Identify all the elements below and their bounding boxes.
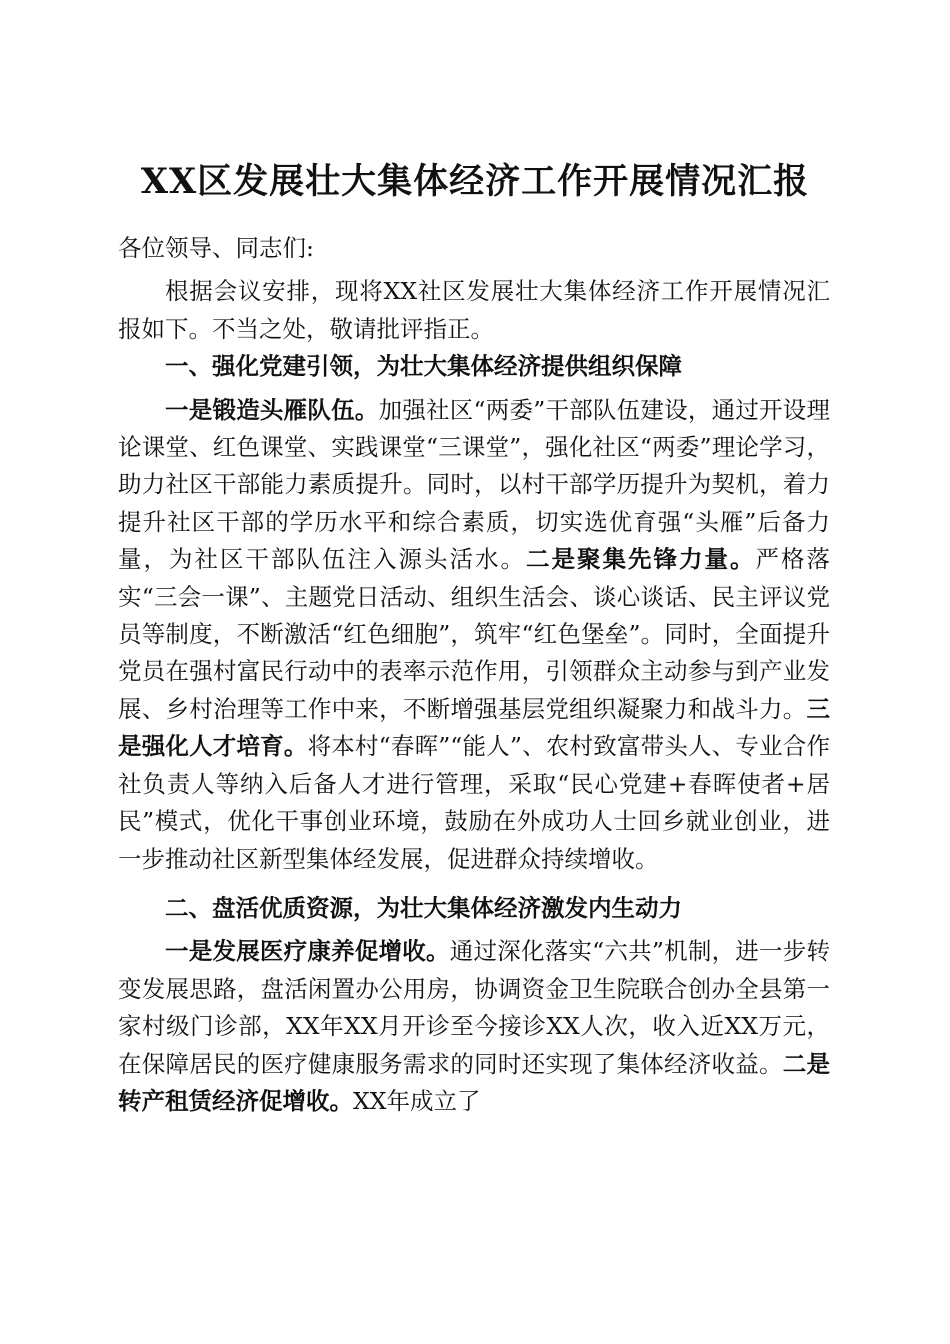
section-2-paragraph — [118, 933, 830, 1120]
intro-paragraph: 根据会议安排，现将XX社区发展壮大集体经济工作开展情况汇报如下。不当之处，敬请批评指正。 — [118, 277, 830, 343]
point-1-text: 加强社区“两委”干部队伍建设，通过开设理论课堂、红色课堂、实践课堂“三课堂”，强化社区“两委”理论学习，助力社区干部能力素质提升。同时，以村干部学历提升为契机，着力提升社区干部的学历水平和综合素质，切实选优育强“头雁”后备力量，为社区干部队伍注入源头活水。 — [118, 395, 831, 574]
section-1-paragraph — [118, 392, 830, 878]
point-1-lead: 一是锻造头雁队伍。 — [165, 395, 379, 424]
section-1-heading: 一、强化党建引领，为壮大集体经济提供组织保障 — [165, 352, 682, 381]
section-2-point-2-lead: 二是转产租赁经济促增收。 — [118, 1049, 831, 1115]
section-2-point-2-text: XX年成立了 — [353, 1086, 481, 1115]
salutation: 各位领导、同志们: — [118, 234, 314, 262]
point-2-lead: 二是聚集先锋力量。 — [526, 545, 756, 574]
point-2-text: 严格落实“三会一课”、主题党日活动、组织生活会、谈心谈话、民主评议党员等制度，不断激活“红色细胞”，筑牢“红色堡垒”。同时，全面提升党员在强村富民行动中的表率示范作用，引领群众主动参与到产业发展、乡村治理等工作中来，不断增强基层党组织凝聚力和战斗力。 — [118, 545, 830, 723]
section-2-heading: 二、盘活优质资源，为壮大集体经济激发内生动力 — [165, 893, 682, 922]
document-body — [118, 230, 830, 1120]
point-3-text: 将本村“春晖”“能人”、农村致富带头人、专业合作社负责人等纳入后备人才进行管理，采取“民心党建+春晖使者+居民”模式，优化干事创业环境，鼓励在外成功人士回乡就业创业，进一步推动社区新型集体经发展，促进群众持续增收。 — [118, 732, 831, 873]
section-2-point-1-text: 通过深化落实“六共”机制，进一步转变发展思路，盘活闲置办公用房，协调资金卫生院联合创办全县第一家村级门诊部，XX年XX月开诊至今接诊XX人次，收入近XX万元，在保障居民的医疗健康服务需求的同时还实现了集体经济收益。 — [118, 937, 831, 1078]
document-title: XX区发展壮大集体经济工作开展情况汇报 — [140, 161, 810, 202]
point-3-lead: 三是强化人才培育。 — [118, 694, 830, 761]
section-2-point-1-lead: 一是发展医疗康养促增收。 — [165, 937, 450, 966]
